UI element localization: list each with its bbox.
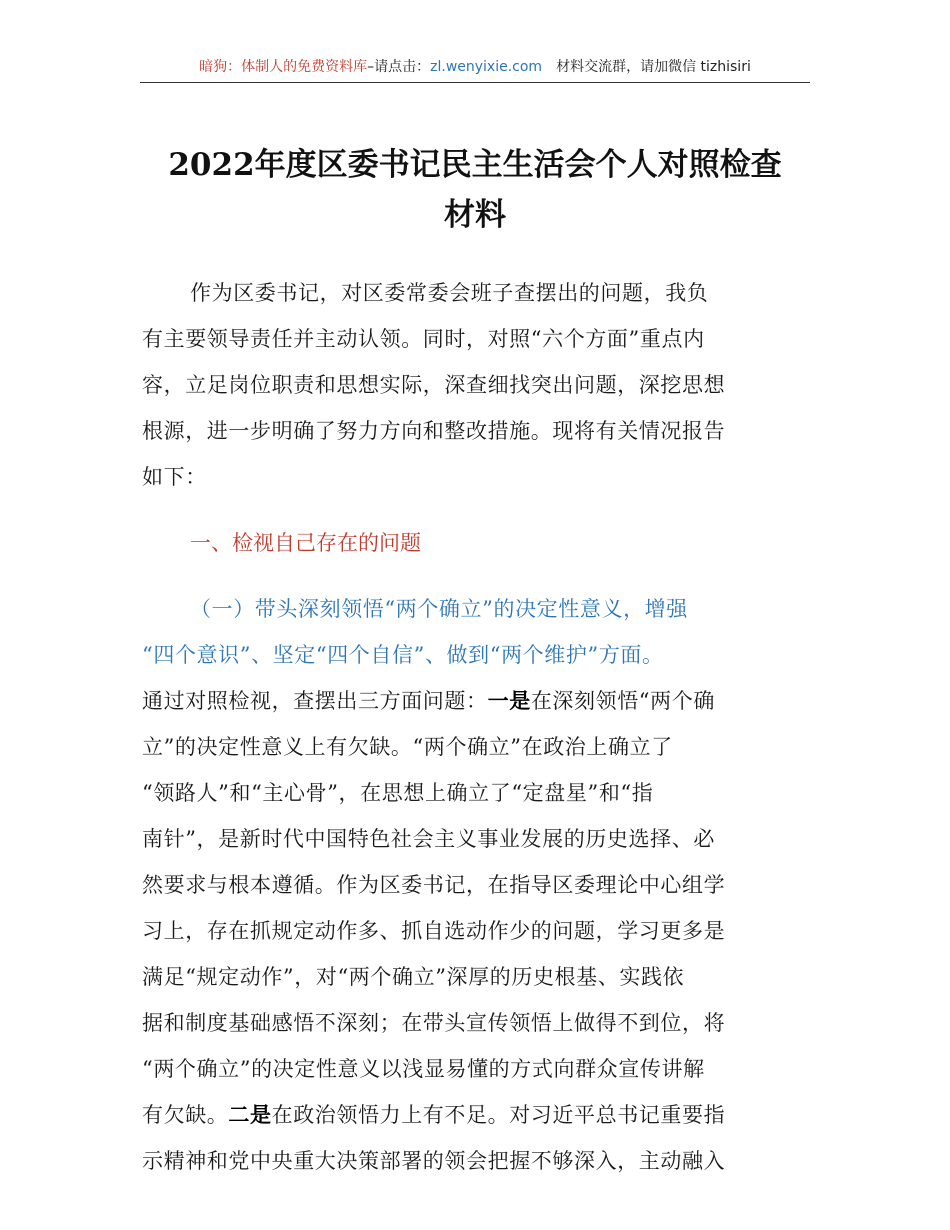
section-heading: 一、检视自己存在的问题: [190, 531, 421, 555]
document-body: [142, 270, 810, 1184]
header-link-prefix: –请点击：: [367, 59, 431, 75]
page-header: [140, 56, 810, 83]
para-line-8: 据和制度基础感悟不深刻；在带头宣传领悟上做得不到位，将: [142, 1011, 726, 1035]
document-title: [140, 140, 810, 240]
para-line-1-bold: 一是: [487, 688, 531, 713]
header-brand: 暗狗：体制人的免费资料库: [199, 59, 368, 75]
para-line-2: 立”的决定性意义上有欠缺。“两个确立”在政治上确立了: [142, 735, 673, 759]
title-line-2: 材料: [444, 197, 506, 233]
para-line-3: “领路人”和“主心骨”，在思想上确立了“定盘星”和“指: [142, 781, 654, 805]
intro-line-5: 如下：: [142, 465, 207, 489]
para-line-9: “两个确立”的决定性意义以浅显易懂的方式向群众宣传讲解: [142, 1057, 705, 1081]
intro-line-4: 根源，进一步明确了努力方向和整改措施。现将有关情况报告: [142, 419, 726, 443]
intro-line-1: 作为区委书记，对区委常委会班子查摆出的问题，我负: [190, 281, 709, 305]
para-line-10-rest: 在政治领悟力上有不足。对习近平总书记重要指: [271, 1103, 726, 1127]
para-line-6: 习上，存在抓规定动作多、抓自选动作少的问题，学习更多是: [142, 919, 726, 943]
para-line-1: [142, 678, 810, 724]
para-line-7: 满足“规定动作”，对“两个确立”深厚的历史根基、实践依: [142, 965, 685, 989]
para-line-10-text: 有欠缺。: [142, 1103, 229, 1127]
para-line-10: [142, 1092, 810, 1138]
title-line-1: 2022年度区委书记民主生活会个人对照检查: [168, 147, 782, 183]
intro-line-2: 有主要领导责任并主动认领。同时，对照“六个方面”重点内: [142, 327, 705, 351]
intro-line-3: 容，立足岗位职责和思想实际，深查细找突出问题，深挖思想: [142, 373, 726, 397]
para-line-1-rest: 在深刻领悟“两个确: [530, 689, 715, 713]
para-line-5: 然要求与根本遵循。作为区委书记，在指导区委理论中心组学: [142, 873, 726, 897]
para-line-1-text: 通过对照检视，查摆出三方面问题：: [142, 689, 488, 713]
para-line-4: 南针”，是新时代中国特色社会主义事业发展的历史选择、必: [142, 827, 715, 851]
para-line-10-bold: 二是: [228, 1102, 272, 1127]
header-url-link[interactable]: zl.wenyixie.com: [430, 59, 543, 75]
subsection-heading-line-1: （一）带头深刻领悟“两个确立”的决定性意义，增强: [190, 597, 688, 621]
header-group-note: 材料交流群，请加微信 tizhisiri: [556, 59, 751, 75]
para-line-11: 示精神和党中央重大决策部署的领会把握不够深入，主动融入: [142, 1149, 726, 1173]
subsection-heading-line-2: “四个意识”、坚定“四个自信”、做到“两个维护”方面。: [142, 643, 664, 667]
